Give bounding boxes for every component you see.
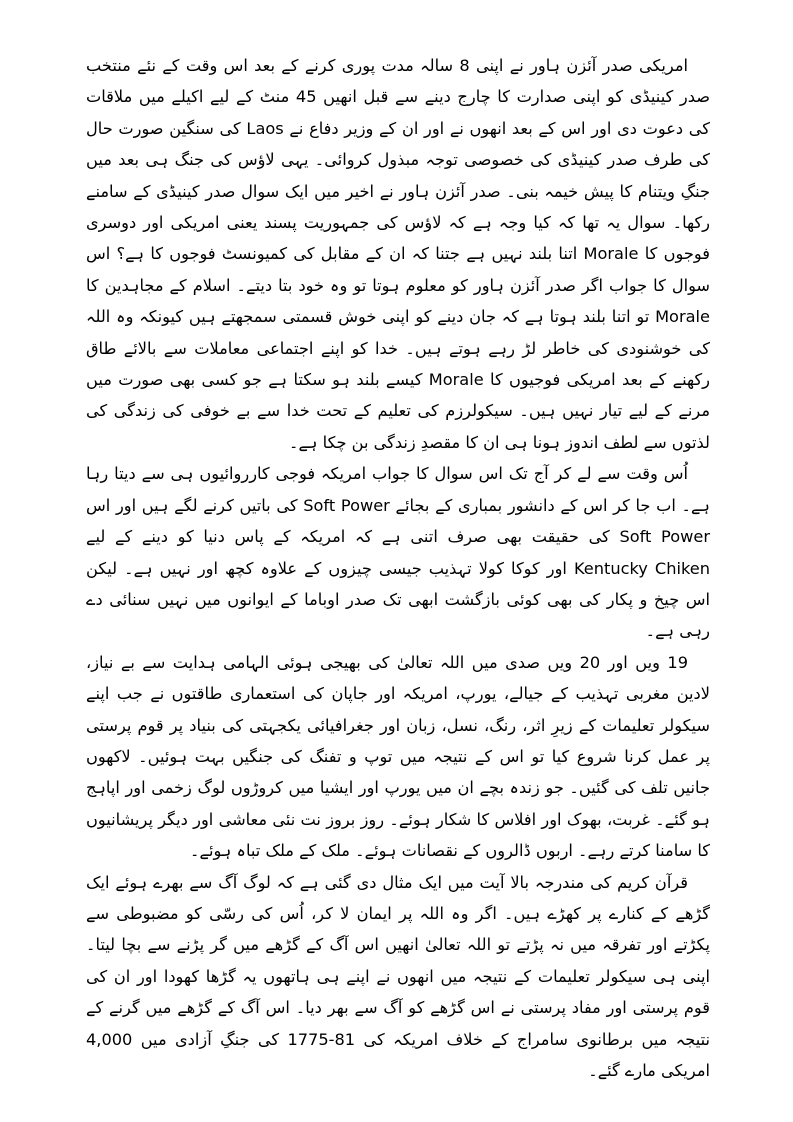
document-body (86, 50, 710, 1086)
paragraph-3: 19 ویں اور 20 ویں صدی میں اللہ تعالیٰ کی بھیجی ہوئی الہامی ہدایت سے بے نیاز، لادین مغربی تہذیب کے جیالے، یورپ، امریکہ اور جاپان کی استعماری طاقتوں نے جب اپنے سیکولر تعلیمات کے زیرِ اثر، رنگ، نسل، زبان اور جغرافیائی یکجہتی کی بنیاد پر قوم پرستی پر عمل کرنا شروع کیا تو اس کے نتیجہ میں توپ و تفنگ کی جنگیں بہت ہوئیں۔ لاکھوں جانیں تلف کی گئیں۔ جو زندہ بچے ان میں یورپ اور ایشیا میں کروڑوں لوگ زخمی اور اپاہج ہو گئے۔ غربت، بھوک اور افلاس کا شکار ہوئے۔ روز بروز نت نئی معاشی اور دیگر پریشانیوں کا سامنا کرتے رہے۔ اربوں ڈالروں کے نقصانات ہوئے۔ ملک کے ملک تباہ ہوئے۔ (86, 652, 710, 861)
paragraph-2: اُس وقت سے لے کر آج تک اس سوال کا جواب امریکہ فوجی کارروائیوں ہی سے دیتا رہا ہے۔ اب جا کر اس کے دانشور بمباری کے بجائے Soft Power کی باتیں کرنے لگے ہیں اور اس Soft Power کی حقیقت بھی صرف اتنی ہے کہ امریکہ کے پاس دنیا کو دینے کے لیے Kentucky Chiken اور کوکا کولا تہذیب جیسی چیزوں کے علاوہ کچھ اور نہیں ہے۔ لیکن اس چیخ و پکار کی بھی کوئی بازگشت ابھی تک صدر اوباما کے ایوانوں میں نہیں سنائی دے رہی ہے۔ (86, 464, 711, 641)
paragraph-1: امریکی صدر آئزن ہاور نے اپنی 8 سالہ مدت پوری کرنے کے بعد اس وقت کے نئے منتخب صدر کینیڈی کو اپنی صدارت کا چارج دینے سے قبل انھیں 45 منٹ کے لیے اکیلے میں ملاقات کی دعوت دی اور اس کے بعد انھوں نے اور ان کے وزیر دفاع نے Laos کی سنگین صورت حال کی طرف صدر کینیڈی کی خصوصی توجہ مبذول کروائی۔ یہی لاؤس کی جنگ ہی بعد میں جنگِ ویتنام کا پیش خیمہ بنی۔ صدر آئزن ہاور نے اخیر میں ایک سوال صدر کینیڈی کے سامنے رکھا۔ سوال یہ تھا کہ کیا وجہ ہے کہ لاؤس کی جمہوریت پسند یعنی امریکی اور دوسری فوجوں کا Morale اتنا بلند نہیں ہے جتنا کہ ان کے مقابل کی کمیونسٹ فوجوں کا ہے؟ اس سوال کا جواب اگر صدر آئزن ہاور کو معلوم ہوتا تو وہ خود بتا دیتے۔ اسلام کے مجاہدین کا Morale تو اتنا بلند ہوتا ہے کہ جان دینے کو اپنی خوش قسمتی سمجھتے ہیں کیونکہ وہ اللہ کی خوشنودی کی خاطر لڑ رہے ہوتے ہیں۔ خدا کو اپنے اجتماعی معاملات سے بالائے طاق رکھنے کے بعد امریکی فوجیوں کا Morale کیسے بلند ہو سکتا ہے جو کسی بھی صورت میں مرنے کے لیے تیار نہیں ہیں۔ سیکولرزم کی تعلیم کے تحت خدا سے بے خوفی کی زندگی کی لذتوں سے لطف اندوز ہونا ہی ان کا مقصدِ زندگی بن چکا ہے۔ (86, 56, 710, 452)
paragraph-4: قرآن کریم کی مندرجہ بالا آیت میں ایک مثال دی گئی ہے کہ لوگ آگ سے بھرے ہوئے ایک گڑھے کے کنارے پر کھڑے ہیں۔ اگر وہ اللہ پر ایمان لا کر، اُس کی رسّی کو مضبوطی سے پکڑتے اور تفرقہ میں نہ پڑتے تو اللہ تعالیٰ انھیں اس آگ کے گڑھے میں گر پڑنے سے بچا لیتا۔ اپنی ہی سیکولر تعلیمات کے نتیجہ میں انھوں نے اپنے ہی ہاتھوں یہ گڑھا کھودا اور ان کی قوم پرستی اور مفاد پرستی نے اس گڑھے کو آگ سے بھر دیا۔ اس آگ کے گڑھے میں گرنے کے نتیجہ میں برطانوی سامراج کے خلاف امریکہ کی 81-1775 کی جنگِ آزادی میں 4,000 امریکی مارے گئے۔ (86, 872, 711, 1080)
